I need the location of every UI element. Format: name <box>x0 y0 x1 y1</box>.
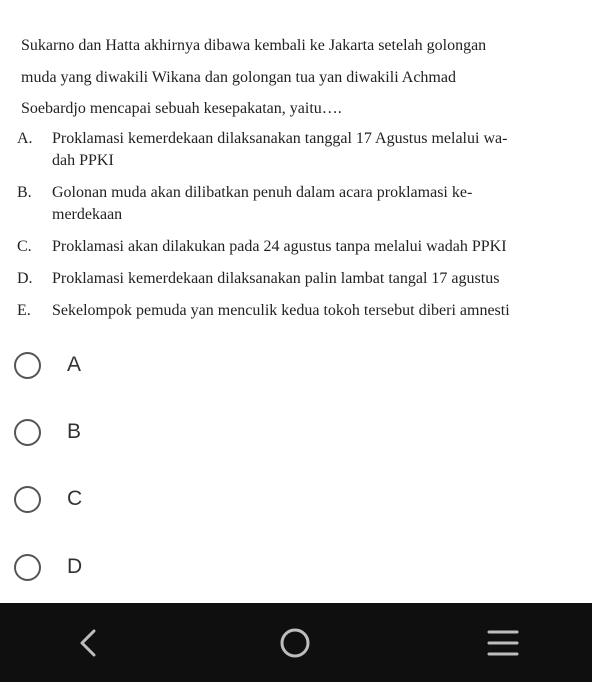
choice-label: A <box>67 353 82 376</box>
option-text <box>52 182 577 226</box>
option-line: dah PPKI <box>52 152 114 169</box>
home-button[interactable] <box>270 618 320 668</box>
question-line: Sukarno dan Hatta akhirnya dibawa kembali ke Jakarta setelah golongan <box>21 37 487 54</box>
choice-label: D <box>67 555 83 578</box>
option-letter: B. <box>17 184 32 201</box>
option-line: Proklamasi akan dilakukan pada 24 agustus tanpa melalui wadah PPKI <box>52 238 507 255</box>
option-line: Sekelompok pemuda yan menculik kedua tokoh tersebut diberi amnesti <box>52 302 510 319</box>
option-letter: C. <box>17 238 32 255</box>
option-line: Proklamasi kemerdekaan dilaksanakan palin lambat tangal 17 agustus <box>52 270 500 287</box>
recents-button[interactable] <box>478 618 528 668</box>
option-e <box>17 300 577 322</box>
radio-button-icon[interactable] <box>14 419 41 446</box>
option-a <box>17 128 577 172</box>
choice-b[interactable] <box>0 407 592 457</box>
radio-button-icon[interactable] <box>14 352 41 379</box>
option-text <box>52 268 577 290</box>
question-line: Soebardjo mencapai sebuah kesepakatan, yaitu…. <box>21 100 342 117</box>
option-line: merdekaan <box>52 206 123 223</box>
option-text <box>52 236 577 258</box>
back-chevron-icon <box>76 628 100 658</box>
home-circle-icon <box>278 626 312 660</box>
choice-label: B <box>67 420 82 443</box>
choice-c[interactable] <box>0 474 592 524</box>
choice-a[interactable] <box>0 340 592 390</box>
option-letter: A. <box>17 130 33 147</box>
option-letter: E. <box>17 302 31 319</box>
option-line: Proklamasi kemerdekaan dilaksanakan tanggal 17 Agustus melalui wa- <box>52 130 508 147</box>
question-line: muda yang diwakili Wikana dan golongan tua yan diwakili Achmad <box>21 68 456 86</box>
option-list <box>17 128 577 332</box>
choice-d[interactable] <box>0 542 592 592</box>
radio-button-icon[interactable] <box>14 554 41 581</box>
question-text <box>21 30 571 125</box>
radio-button-icon[interactable] <box>14 486 41 513</box>
option-line: Golonan muda akan dilibatkan penuh dalam acara proklamasi ke- <box>52 184 473 201</box>
recents-menu-icon <box>486 628 520 658</box>
option-d <box>17 268 577 290</box>
option-b <box>17 182 577 226</box>
system-navigation-bar <box>0 603 592 682</box>
option-letter: D. <box>17 270 33 287</box>
back-button[interactable] <box>63 618 113 668</box>
option-text <box>52 300 577 322</box>
option-c <box>17 236 577 258</box>
choice-label: C <box>67 487 83 510</box>
option-text <box>52 128 577 172</box>
